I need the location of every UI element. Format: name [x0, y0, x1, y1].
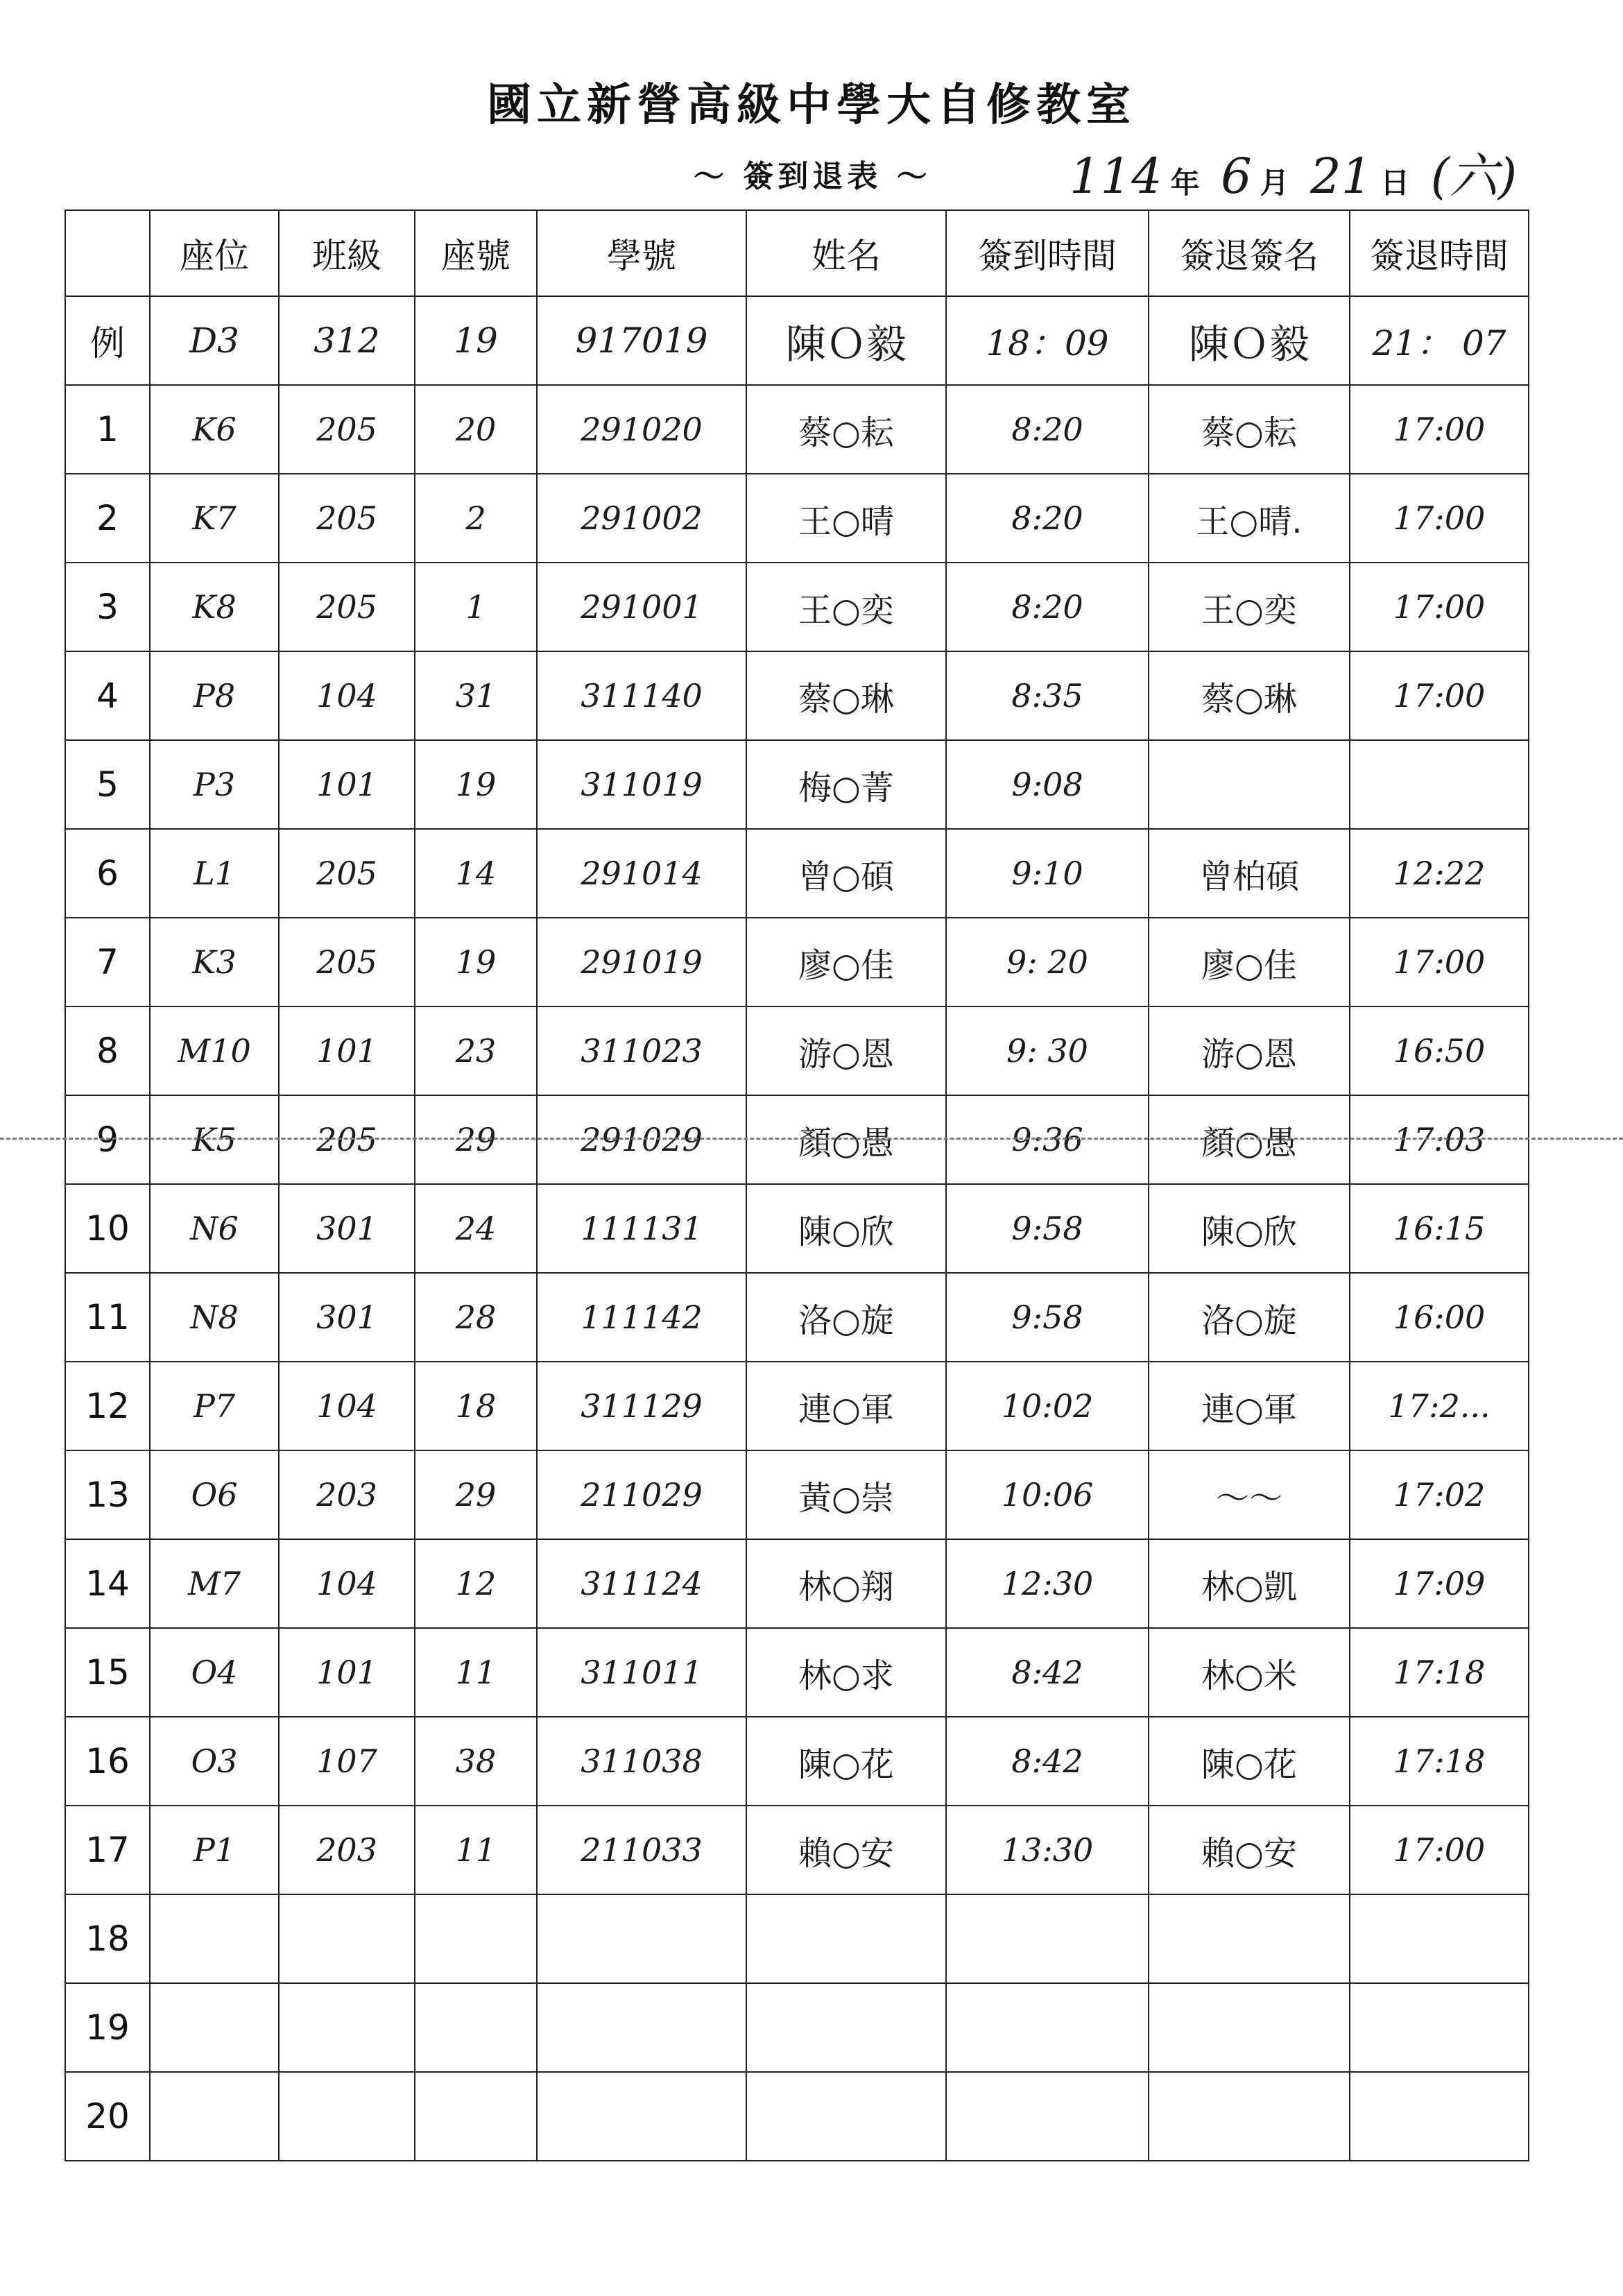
header-index: [65, 210, 150, 296]
cell-signout-time: 17:18: [1350, 1717, 1529, 1806]
cell-student-id: 311038: [537, 1717, 746, 1806]
cell-signout-name: [1149, 740, 1350, 829]
cell-signout-name: 陳Ｏ毅: [1149, 296, 1350, 385]
cell-signout-time: [1350, 1983, 1529, 2072]
cell-number: 23: [415, 1006, 537, 1095]
cell-number: 24: [415, 1184, 537, 1273]
signin-table: [65, 209, 1529, 2161]
cell-class: 205: [279, 563, 415, 651]
cell-seat: L1: [150, 829, 279, 918]
cell-name: 游○恩: [746, 1006, 946, 1095]
table-row: [65, 1628, 1529, 1717]
cell-name: 黃○崇: [746, 1450, 946, 1539]
table-row: [65, 1450, 1529, 1539]
cell-signout-name: 游○恩: [1149, 1006, 1350, 1095]
cell-signin-time: 18：09: [946, 296, 1149, 385]
cell-signout-time: [1350, 740, 1529, 829]
table-row: [65, 1362, 1529, 1450]
cell-name: 顏○愚: [746, 1095, 946, 1184]
cell-signout-time: 17:00: [1350, 563, 1529, 651]
cell-seat: P7: [150, 1362, 279, 1450]
cell-signout-name: ～～: [1149, 1450, 1350, 1539]
cell-signin-time: 8:20: [946, 474, 1149, 563]
header-seat: 座位: [150, 210, 279, 296]
table-row: [65, 2072, 1529, 2161]
cell-index: 5: [65, 740, 150, 829]
header-signout-name: 簽退簽名: [1149, 210, 1350, 296]
date-month-label: 月: [1260, 166, 1289, 200]
cell-seat: [150, 1894, 279, 1983]
cell-index: 13: [65, 1450, 150, 1539]
cell-name: [746, 2072, 946, 2161]
cell-seat: P8: [150, 651, 279, 740]
cell-seat: [150, 2072, 279, 2161]
cell-seat: P3: [150, 740, 279, 829]
date-line: [1061, 137, 1525, 207]
table-row: [65, 1717, 1529, 1806]
date-day-label: 日: [1380, 166, 1410, 200]
cell-name: 連○軍: [746, 1362, 946, 1450]
cell-signout-time: 17:02: [1350, 1450, 1529, 1539]
cell-signout-time: 17:00: [1350, 474, 1529, 563]
table-row: [65, 829, 1529, 918]
cell-seat: K3: [150, 918, 279, 1006]
table-row: [65, 1983, 1529, 2072]
cell-student-id: 291020: [537, 385, 746, 474]
cell-class: 101: [279, 1628, 415, 1717]
cell-student-id: 311140: [537, 651, 746, 740]
page-title: 國立新營高級中學大自修教室: [487, 79, 1136, 131]
date-day: 21: [1310, 148, 1373, 205]
cell-number: [415, 1983, 537, 2072]
cell-student-id: [537, 1983, 746, 2072]
cell-class: [279, 2072, 415, 2161]
cell-index: 12: [65, 1362, 150, 1450]
cell-index: 2: [65, 474, 150, 563]
cell-student-id: [537, 2072, 746, 2161]
cell-signout-time: 17:00: [1350, 651, 1529, 740]
cell-index: 9: [65, 1095, 150, 1184]
date-year-label: 年: [1170, 166, 1200, 200]
cell-signout-time: 21： 07: [1350, 296, 1529, 385]
cell-signout-time: 16:15: [1350, 1184, 1529, 1273]
date-weekday: (六): [1430, 148, 1518, 205]
cell-class: [279, 1983, 415, 2072]
cell-seat: M10: [150, 1006, 279, 1095]
cell-signout-name: 王○奕: [1149, 563, 1350, 651]
cell-index: 6: [65, 829, 150, 918]
cell-signin-time: 9:36: [946, 1095, 1149, 1184]
cell-name: 曾○碩: [746, 829, 946, 918]
cell-student-id: 111142: [537, 1273, 746, 1362]
cell-signout-name: 蔡○耘: [1149, 385, 1350, 474]
cell-name: 梅○菁: [746, 740, 946, 829]
header-signin-time: 簽到時間: [946, 210, 1149, 296]
cell-student-id: [537, 1894, 746, 1983]
cell-seat: K5: [150, 1095, 279, 1184]
cell-index: 11: [65, 1273, 150, 1362]
cell-seat: O6: [150, 1450, 279, 1539]
cell-name: 陳Ｏ毅: [746, 296, 946, 385]
cell-signout-time: 12:22: [1350, 829, 1529, 918]
cell-name: 蔡○耘: [746, 385, 946, 474]
cell-seat: P1: [150, 1806, 279, 1894]
cell-signin-time: 8:42: [946, 1717, 1149, 1806]
date-year: 114: [1070, 148, 1162, 205]
cell-class: 203: [279, 1806, 415, 1894]
cell-signin-time: 9: 20: [946, 918, 1149, 1006]
cell-name: 洛○旋: [746, 1273, 946, 1362]
cell-seat: [150, 1983, 279, 2072]
table-header-row: [65, 210, 1529, 296]
table-row: [65, 1095, 1529, 1184]
cell-seat: K6: [150, 385, 279, 474]
cell-signout-time: 17:00: [1350, 918, 1529, 1006]
cell-seat: N8: [150, 1273, 279, 1362]
cell-signout-name: 賴○安: [1149, 1806, 1350, 1894]
cell-student-id: 291019: [537, 918, 746, 1006]
cell-signout-time: [1350, 1894, 1529, 1983]
cell-class: [279, 1894, 415, 1983]
cell-signout-name: 曾柏碩: [1149, 829, 1350, 918]
table-row: [65, 1006, 1529, 1095]
cell-class: 107: [279, 1717, 415, 1806]
cell-signin-time: 8:35: [946, 651, 1149, 740]
cell-signin-time: 8:20: [946, 385, 1149, 474]
cell-signout-name: 林○凱: [1149, 1539, 1350, 1628]
table-row: [65, 563, 1529, 651]
cell-name: 林○翔: [746, 1539, 946, 1628]
header-student-id: 學號: [537, 210, 746, 296]
example-row: [65, 296, 1529, 385]
cell-class: 205: [279, 1095, 415, 1184]
cell-signin-time: 9:08: [946, 740, 1149, 829]
cell-signin-time: [946, 1983, 1149, 2072]
cell-number: 1: [415, 563, 537, 651]
cell-class: 205: [279, 918, 415, 1006]
cell-seat: D3: [150, 296, 279, 385]
cell-signin-time: 10:02: [946, 1362, 1149, 1450]
table-row: [65, 1539, 1529, 1628]
cell-name: 王○晴: [746, 474, 946, 563]
cell-index: 18: [65, 1894, 150, 1983]
cell-name: [746, 1894, 946, 1983]
cell-name: 賴○安: [746, 1806, 946, 1894]
cell-index: 16: [65, 1717, 150, 1806]
cell-number: 11: [415, 1806, 537, 1894]
cell-class: 104: [279, 1539, 415, 1628]
cell-student-id: 311011: [537, 1628, 746, 1717]
cell-seat: K7: [150, 474, 279, 563]
cell-signout-name: 洛○旋: [1149, 1273, 1350, 1362]
cell-number: 19: [415, 740, 537, 829]
cell-student-id: 291001: [537, 563, 746, 651]
cell-student-id: 111131: [537, 1184, 746, 1273]
cell-index: 14: [65, 1539, 150, 1628]
cell-name: 陳○欣: [746, 1184, 946, 1273]
cell-name: [746, 1983, 946, 2072]
cell-signout-time: 17:18: [1350, 1628, 1529, 1717]
cell-signout-time: 17:03: [1350, 1095, 1529, 1184]
cell-student-id: 211033: [537, 1806, 746, 1894]
cell-signout-time: [1350, 2072, 1529, 2161]
cell-signin-time: 8:42: [946, 1628, 1149, 1717]
cell-index: 例: [65, 296, 150, 385]
table-row: [65, 385, 1529, 474]
cell-number: 11: [415, 1628, 537, 1717]
header-name: 姓名: [746, 210, 946, 296]
table-row: [65, 740, 1529, 829]
cell-number: 19: [415, 296, 537, 385]
cell-signin-time: [946, 2072, 1149, 2161]
cell-signin-time: 8:20: [946, 563, 1149, 651]
cell-signout-time: 17:09: [1350, 1539, 1529, 1628]
cell-number: 31: [415, 651, 537, 740]
cell-signout-name: 蔡○琳: [1149, 651, 1350, 740]
table-row: [65, 1184, 1529, 1273]
cell-signin-time: 9:58: [946, 1273, 1149, 1362]
cell-signin-time: 9:58: [946, 1184, 1149, 1273]
cell-signin-time: [946, 1894, 1149, 1983]
cell-seat: N6: [150, 1184, 279, 1273]
cell-seat: O3: [150, 1717, 279, 1806]
cell-number: [415, 2072, 537, 2161]
cell-signout-name: 王○晴.: [1149, 474, 1350, 563]
cell-number: 20: [415, 385, 537, 474]
cell-class: 104: [279, 1362, 415, 1450]
cell-number: 2: [415, 474, 537, 563]
cell-name: 林○求: [746, 1628, 946, 1717]
cell-signout-name: 陳○欣: [1149, 1184, 1350, 1273]
cell-signout-time: 17:2...: [1350, 1362, 1529, 1450]
cell-seat: M7: [150, 1539, 279, 1628]
header-signout-time: 簽退時間: [1350, 210, 1529, 296]
cell-class: 104: [279, 651, 415, 740]
cell-student-id: 211029: [537, 1450, 746, 1539]
table-row: [65, 1894, 1529, 1983]
cell-signout-name: [1149, 2072, 1350, 2161]
header-class: 班級: [279, 210, 415, 296]
cell-index: 8: [65, 1006, 150, 1095]
cell-number: 29: [415, 1450, 537, 1539]
cell-class: 101: [279, 740, 415, 829]
cell-signin-time: 10:06: [946, 1450, 1149, 1539]
cell-number: 14: [415, 829, 537, 918]
table-row: [65, 1806, 1529, 1894]
cell-signout-name: 林○米: [1149, 1628, 1350, 1717]
cell-index: 19: [65, 1983, 150, 2072]
cell-signout-name: [1149, 1894, 1350, 1983]
cell-class: 205: [279, 829, 415, 918]
cell-class: 101: [279, 1006, 415, 1095]
cell-number: 19: [415, 918, 537, 1006]
header-number: 座號: [415, 210, 537, 296]
cell-signout-time: 17:00: [1350, 1806, 1529, 1894]
cell-number: 29: [415, 1095, 537, 1184]
cell-signin-time: 12:30: [946, 1539, 1149, 1628]
cell-class: 205: [279, 474, 415, 563]
cell-student-id: 917019: [537, 296, 746, 385]
cell-number: 28: [415, 1273, 537, 1362]
table-row: [65, 474, 1529, 563]
table-row: [65, 651, 1529, 740]
cell-name: 廖○佳: [746, 918, 946, 1006]
cell-index: 17: [65, 1806, 150, 1894]
cell-name: 王○奕: [746, 563, 946, 651]
cell-index: 4: [65, 651, 150, 740]
cell-signin-time: 9:10: [946, 829, 1149, 918]
cell-name: 陳○花: [746, 1717, 946, 1806]
cell-index: 7: [65, 918, 150, 1006]
cell-student-id: 311023: [537, 1006, 746, 1095]
cell-index: 20: [65, 2072, 150, 2161]
cell-class: 301: [279, 1273, 415, 1362]
cell-signout-name: 連○軍: [1149, 1362, 1350, 1450]
cell-class: 312: [279, 296, 415, 385]
cell-number: [415, 1894, 537, 1983]
cell-number: 18: [415, 1362, 537, 1450]
cell-seat: O4: [150, 1628, 279, 1717]
cell-index: 1: [65, 385, 150, 474]
cell-index: 3: [65, 563, 150, 651]
cell-student-id: 311019: [537, 740, 746, 829]
cell-student-id: 291002: [537, 474, 746, 563]
page-subtitle: ～ 簽到退表 ～: [694, 159, 931, 194]
cell-index: 10: [65, 1184, 150, 1273]
cell-student-id: 311124: [537, 1539, 746, 1628]
cell-signin-time: 9: 30: [946, 1006, 1149, 1095]
cell-signout-time: 17:00: [1350, 385, 1529, 474]
cell-class: 205: [279, 385, 415, 474]
cell-student-id: 291014: [537, 829, 746, 918]
cell-student-id: 291029: [537, 1095, 746, 1184]
cell-number: 38: [415, 1717, 537, 1806]
date-month: 6: [1221, 148, 1252, 205]
cell-signout-name: 廖○佳: [1149, 918, 1350, 1006]
cell-signout-time: 16:00: [1350, 1273, 1529, 1362]
cell-signout-name: 陳○花: [1149, 1717, 1350, 1806]
cell-signout-time: 16:50: [1350, 1006, 1529, 1095]
cell-number: 12: [415, 1539, 537, 1628]
table-row: [65, 1273, 1529, 1362]
cell-signout-name: [1149, 1983, 1350, 2072]
cell-seat: K8: [150, 563, 279, 651]
fold-guide-line: [0, 1138, 1623, 1140]
cell-student-id: 311129: [537, 1362, 746, 1450]
cell-class: 203: [279, 1450, 415, 1539]
cell-signin-time: 13:30: [946, 1806, 1149, 1894]
cell-class: 301: [279, 1184, 415, 1273]
cell-name: 蔡○琳: [746, 651, 946, 740]
cell-signout-name: 顏○愚: [1149, 1095, 1350, 1184]
cell-index: 15: [65, 1628, 150, 1717]
table-row: [65, 918, 1529, 1006]
